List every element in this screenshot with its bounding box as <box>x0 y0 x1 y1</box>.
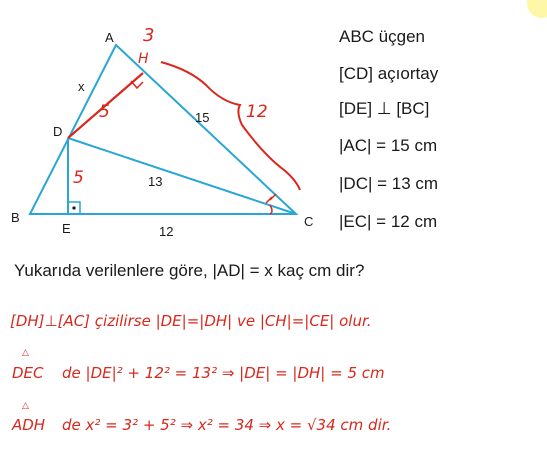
given-line-3: [DE] ⊥ [BC] <box>339 99 430 118</box>
given-line-2: [CD] açıortay <box>339 64 439 83</box>
triangle-symbol-2: △ <box>22 401 29 411</box>
brace-hc <box>161 62 300 190</box>
solution-line-3-triangle: ADH <box>12 416 46 434</box>
label-dc-13: 13 <box>148 174 163 189</box>
label-ad-x: x <box>78 79 85 94</box>
vertex-b-label: B <box>11 210 20 225</box>
question-text: Yukarıda verilenlere göre, |AD| = x kaç cm dir? <box>14 261 365 280</box>
triangle-abc <box>30 45 296 214</box>
given-line-6: |EC| = 12 cm <box>339 212 438 231</box>
vertex-a-label: A <box>105 30 114 45</box>
vertex-d-label: D <box>53 124 63 139</box>
angle-tick-2 <box>270 194 276 200</box>
vertex-e-label: E <box>62 221 71 236</box>
label-ac-15: 15 <box>195 110 210 125</box>
label-hc-12: 12 <box>246 102 268 122</box>
label-ec-12: 12 <box>159 224 174 239</box>
given-line-1: ABC üçgen <box>339 27 425 46</box>
given-line-5: |DC| = 13 cm <box>339 174 439 193</box>
vertex-c-label: C <box>304 214 314 229</box>
vertex-h-label: H <box>138 51 149 67</box>
solution-line-2-triangle: DEC <box>12 364 44 382</box>
solution-line-1: [DH]⊥[AC] çizilirse |DE|=|DH| ve |CH|=|CE| olur. <box>10 312 372 330</box>
label-dh-5: 5 <box>99 102 110 122</box>
solution-line-3: de x² = 3² + 5² ⇒ x² = 34 ⇒ x = √34 cm dir. <box>62 416 392 434</box>
label-ah-3: 3 <box>143 25 155 46</box>
right-angle-mark-h <box>131 81 143 88</box>
given-line-4: |AC| = 15 cm <box>339 136 438 155</box>
solution-line-2: de |DE|² + 12² = 13² ⇒ |DE| = |DH| = 5 cm <box>62 364 385 382</box>
right-angle-dot <box>72 206 75 209</box>
label-de-5: 5 <box>73 168 84 188</box>
triangle-symbol-1: △ <box>22 348 29 358</box>
